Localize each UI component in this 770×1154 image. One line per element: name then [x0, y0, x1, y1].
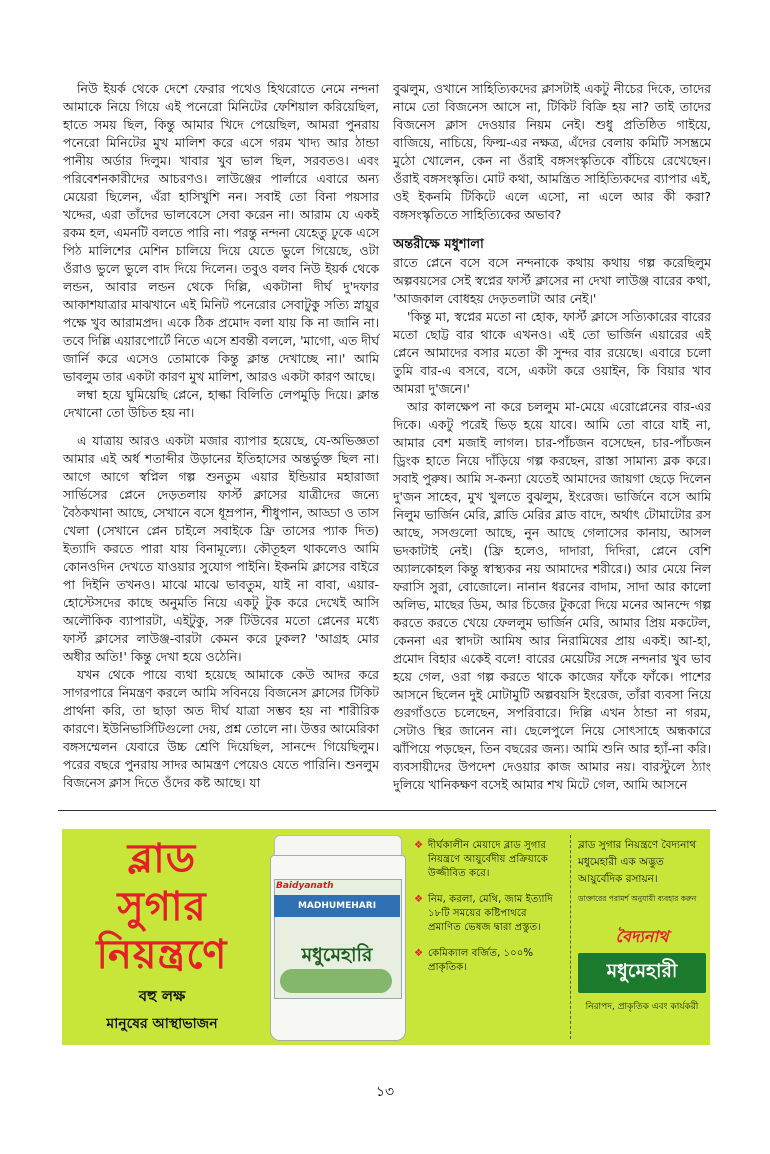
bullet-icon: ❖ [414, 840, 424, 851]
product-jar-image [262, 833, 412, 1041]
jar-product-name: মধুমেহারি [301, 944, 373, 966]
paragraph: এ যাত্রায় আরও একটা মজার ব্যাপার হয়েছে, যে-অভিজ্ঞতা আমার এই অর্ধ শতাব্দীর উড়ানের ইতিহাসের অন্তর্ভুক্ত ছিল না। আগে আগে স্বপ্নিল গল্প শুনতুম এয়ার ইন্ডিয়ার মহারাজা সার্ভিসের প্লেনে দেড়তলায় ফার্স্ট ক্লাসের যাত্রীদের জন্যে বৈঠকখানা আছে, সেখানে বসে ধূম্রপান, শীধুপান, আড্ডা ও তাস খেলা (সেখানে প্লেন চাইলে সবাইকে ফ্রি তাসের প্যাক দিত) ইত্যাদি করতে পারা যায় বিনামূল্যে। কৌতূহল থাকলেও আমি কোনওদিন দেখতে যাওয়ার সুযোগ পাইনি। ইকনমি ক্লাসের বাইরে পা দিইনি তখনও। মাঝে মাঝে ভাবতুম, যাই না বাবা, এয়ার-হোস্টেসদের কাছে অনুমতি নিয়ে একটু টুক করে দেখেই আসি অলৌকিক ব্যাপারটা, এইটুকু, সরু টিউবের মতো প্লেনের মধ্যে ফার্স্ট ক্লাসের লাউঞ্জ-বারটা কেমন করে ঢুকল? 'আগ্রহ মোর অধীর অতি!' কিন্তু দেখা হয়ে ওঠেনি। [63, 433, 379, 664]
paragraph: রাতে প্লেনে বসে বসে নন্দনাকে কথায় কথায় গল্প করেছিলুম অল্পবয়সের সেই স্বপ্নের ফার্স্ট ক্লাসের না দেখা লাউঞ্জ বারের কথা, 'আজকাল বোধহয় দেড়তলাটা আর নেই।' [393, 255, 711, 306]
section-subheading: অন্তরীক্ষে মধুশালা [393, 237, 484, 252]
ad-headline-line: সুগার [117, 883, 207, 930]
ad-brand-block [578, 837, 706, 1014]
page-number: ১৩ [375, 1084, 395, 1100]
ad-description: ব্লাড সুগার নিয়ন্ত্রণে বৈদ্যনাথ মধুমেহারী এক অদ্ভুত আয়ুর্বেদিক রসায়ন। [578, 839, 697, 885]
ad-bullet: ❖ কেমিক্যাল বর্জিত, ১০০% প্রাকৃতিক। [414, 948, 534, 973]
advertisement-banner [62, 829, 710, 1045]
ad-fine-print: ডাক্তারের পরামর্শ অনুযায়ী ব্যবহার করুন [578, 894, 697, 903]
ad-tagline: মানুষের আস্থাভাজন [106, 1016, 218, 1032]
ad-headline-block [62, 829, 262, 1045]
article-right-column [393, 80, 711, 794]
ad-bullets [414, 839, 562, 987]
ad-bullet: ❖ দীর্ঘকালীন মেয়াদে ব্লাড সুগার নিয়ন্ত্রণে আয়ুর্বেদীয় প্রক্রিয়াকে উজ্জীবিত করে। [414, 840, 548, 879]
brand-logo: বৈদ্যনাথ [615, 927, 669, 946]
product-name-banner: মধুমেহারী [578, 953, 706, 993]
ad-tagline: বহু লক্ষ [138, 987, 186, 1005]
paragraph: লম্বা হয়ে ঘুমিয়েছি প্লেনে, হাল্কা বিলিতি লেপমুড়ি দিয়ে। ক্লান্ত দেখানো তো উচিত হয় না। [63, 387, 379, 420]
ad-divider [570, 835, 572, 1039]
ad-footer-text: নিরাপদ, প্রাকৃতিক এবং কার্যকরী [585, 1002, 699, 1012]
ad-bullet: ❖ নিম, করলা, মেথি, জাম ইত্যাদি ১৮টি সময়ের কষ্টিপাথরে প্রমাণিত ভেষজ দ্বারা প্রস্তুত। [414, 894, 553, 933]
jar-brand-text: Baidyanath [276, 881, 334, 891]
jar-band-text: MADHUMEHARI [274, 895, 400, 917]
paragraph: 'কিন্তু মা, স্বপ্নের মতো না হোক, ফার্স্ট ক্লাসে সত্যিকারের বারের মতো ছোট্ট বার থাকে এখনও। এই তো ভার্জিন এয়ারের এই প্লেনে আমাদের বসার মতো কী সুন্দর বার রয়েছে। এবারে চলো তুমি বার-এ বসবে, বসে, একটা করে ওয়াইন, কি বিয়ার খাব আমরা দু'জনে।' [393, 309, 711, 396]
divider-line [58, 810, 716, 811]
article-left-column [63, 80, 379, 792]
paragraph: বুঝলুম, ওখানে সাহিত্যিকদের ক্লাসটাই একটু নীচের দিকে, তাদের নামে তো বিজনেস আসে না, টিকিট বিক্রি হয় না? তাই তাদের বিজনেস ক্লাস দেওয়ার নিয়ম নেই। শুধু প্রতিষ্ঠিত গাইয়ে, বাজিয়ে, নাচিয়ে, ফিল্ম-এর নক্ষত্র, এঁদের বেলায় কমিটি সসম্ভ্রমে মুঠো খোলেন, কেন না ওঁরাই বঙ্গসংস্কৃতিকে বাঁচিয়ে রেখেছেন। ওঁরাই বঙ্গসংস্কৃতি। মোট কথা, আমন্ত্রিত সাহিত্যিকদের ব্যাপার এই, ওই ইকনমি টিকিটে এলে এসো, না এলে আর কী করা? বঙ্গসংস্কৃতিতে সাহিত্যিকের অভাব? [393, 81, 711, 222]
paragraph: নিউ ইয়র্ক থেকে দেশে ফেরার পথেও হিথরোতে নেমে নন্দনা আমাকে নিয়ে গিয়ে এই পনেরো মিনিটের ফেশিয়াল করিয়েছিল, হাতে সময় ছিল, কিন্তু আমার খিদে পেয়েছিল, আমরা পুনরায় পনেরো মিনিটের মুখ মালিশ করে এসে গরম খাদ্য আর ঠান্ডা পানীয় অর্ডার দিলুম। খাবার খুব ভাল ছিল, সরবত‌ও। এবং পরিবেশনকারীদের আচরণও। লাউঞ্জের পার্লারে এবারে অন্য মেয়েরা ছিলেন, এঁরা হাসিখুশি নন। সবাই তো বিনা পয়সার খদ্দের, এরা তাঁদের ভালবেসে সেবা করেন না। আরাম যে একই রকম হল, এমনটি বলতে পারি না। পরন্তু নন্দনা যেহেতু ঢুকে এসে পিঠ মালিশের মেশিন চালিয়ে দিয়ে যেতে ভুলে গিয়েছে, ওটা ওঁরাও ভুলে ভুলে বাদ দিয়ে দিলেন। তবুও বলব নিউ ইয়র্ক থেকে লন্ডন, আবার লন্ডন থেকে দিল্লি, একটানা দীর্ঘ দু'দফার আকাশযাত্রার মাঝখানে এই মিনিট পনেরোর সেবাটুকু সত্যি স্নায়ুর পক্ষে খুব আরামপ্রদ। একে ঠিক প্রমোদ বলা যায় কি না জানি না। তবে দিল্লি এয়ারপোর্টে নিতে এসে শ্রবন্তী বললে, 'মাগো, এত দীর্ঘ জার্নি করে এসেও তোমাকে কিন্তু ক্লান্ত দেখাচ্ছে না।' আমি ভাবলুম তার একটা কারণ মুখ মালিশ, আরও একটা কারণ আছে। [63, 81, 379, 384]
ad-headline-line: ব্লাড [127, 835, 197, 882]
paragraph: যখন থেকে পায়ে ব্যথা হয়েছে আমাকে কেউ আদর করে সাগরপারে নিমন্ত্রণ করলে আমি সবিনয়ে বিজনেস ক্লাসের টিকিট প্রার্থনা করি, তা ছাড়া অত দীর্ঘ যাত্রা সম্ভব হয় না শারীরিক কারণে। ইউনিভার্সিটিগুলো দেয়, প্রশ্ন তোলে না। উত্তর আমেরিকা বঙ্গসম্মেলন যেবারে উচ্চ শ্রেণি দিয়েছিল, সানন্দে গিয়েছিলুম। পরের বছরে পুনরায় সাদর আমন্ত্রণ পেয়েও যেতে পারিনি। শুনলুম বিজনেস ক্লাস দিতে ওঁদের কষ্ট আছে। যা [63, 667, 379, 790]
ad-headline-line: নিয়ন্ত্রণে [96, 931, 228, 978]
bullet-icon: ❖ [414, 894, 424, 905]
paragraph: আর কালক্ষেপ না করে চললুম মা-মেয়ে এরোপ্লেনের বার-এর দিকে। একটু পরেই ভিড় হয়ে যাবে। আমি তো বারে যাই না, আমার বেশ মজাই লাগল। চার-পাঁচজন বসেছেন, চার-পাঁচজন ড্রিংক হাতে নিয়ে দাঁড়িয়ে গল্প করছেন, রাস্তা সামান্য ব্লক করে। সবাই পুরুষ। আমি স-কন্যা যেতেই আমাদের জায়গা ছেড়ে দিলেন দু'জন সাহেব, মুখ খুলতে বুঝলুম, ইংরেজ। ভার্জিনে বসে আমি নিলুম ভার্জিন মেরি, ব্লাডি মেরির ব্লাড বাদে, অর্থাৎ টোমাটোর রস আছে, সসগুলো আছে, নুন আছে গেলাসের কানায়, আসল ভদকাটাই নেই। (ফ্রি হলেও, দাদারা, দিদিরা, প্লেনে বেশি অ্যালকোহল কিন্তু স্বাস্থ্যকর নয় আমাদের শরীরে।) আর মেয়ে নিল ফরাসি সুরা, বোজোলে। নানান ধরনের বাদাম, সাদা আর কালো অলিভ, মাছের ডিম, আর চিজের টুকরো দিয়ে মনের আনন্দে গল্প করতে করতে খেয়ে ফেললুম ভার্জিন মেরি, আমার প্রিয় মকটেল, কেননা এর স্বাদটা আমিষ আর নিরামিষের প্রায় একই। আ-হা, প্রমোদ বিহার একেই বলে! বারের মেয়েটির সঙ্গে নন্দনার খুব ভাব হয়ে গেল, ওরা গল্প করতে থাকে কাজের ফাঁকে ফাঁকে। পাশের আসনে ছিলেন দুই মোটামুটি অল্পবয়সি ইংরেজ, তাঁরা ব্যবসা নিয়ে গুরগাঁওতে চলেছেন, সপরিবারে। দিল্লি এখন ঠান্ডা না গরম, সেটাও স্থির জানেন না। ছেলেপুলে নিয়ে সোৎসাহে অন্ধকারে ঝাঁপিয়ে পড়ছেন, তিন বছরের জন্য। আমি শুনি আর হ্যাঁ-না করি। ব্যবসায়ীদের উপদেশ দেওয়ার কাজ আমার নয়। বারস্টুলে ঠ্যাং দুলিয়ে খানিকক্ষণ বসেই আমার শখ মিটে গেল, আমি আসনে [393, 399, 711, 792]
bullet-icon: ❖ [414, 948, 424, 959]
